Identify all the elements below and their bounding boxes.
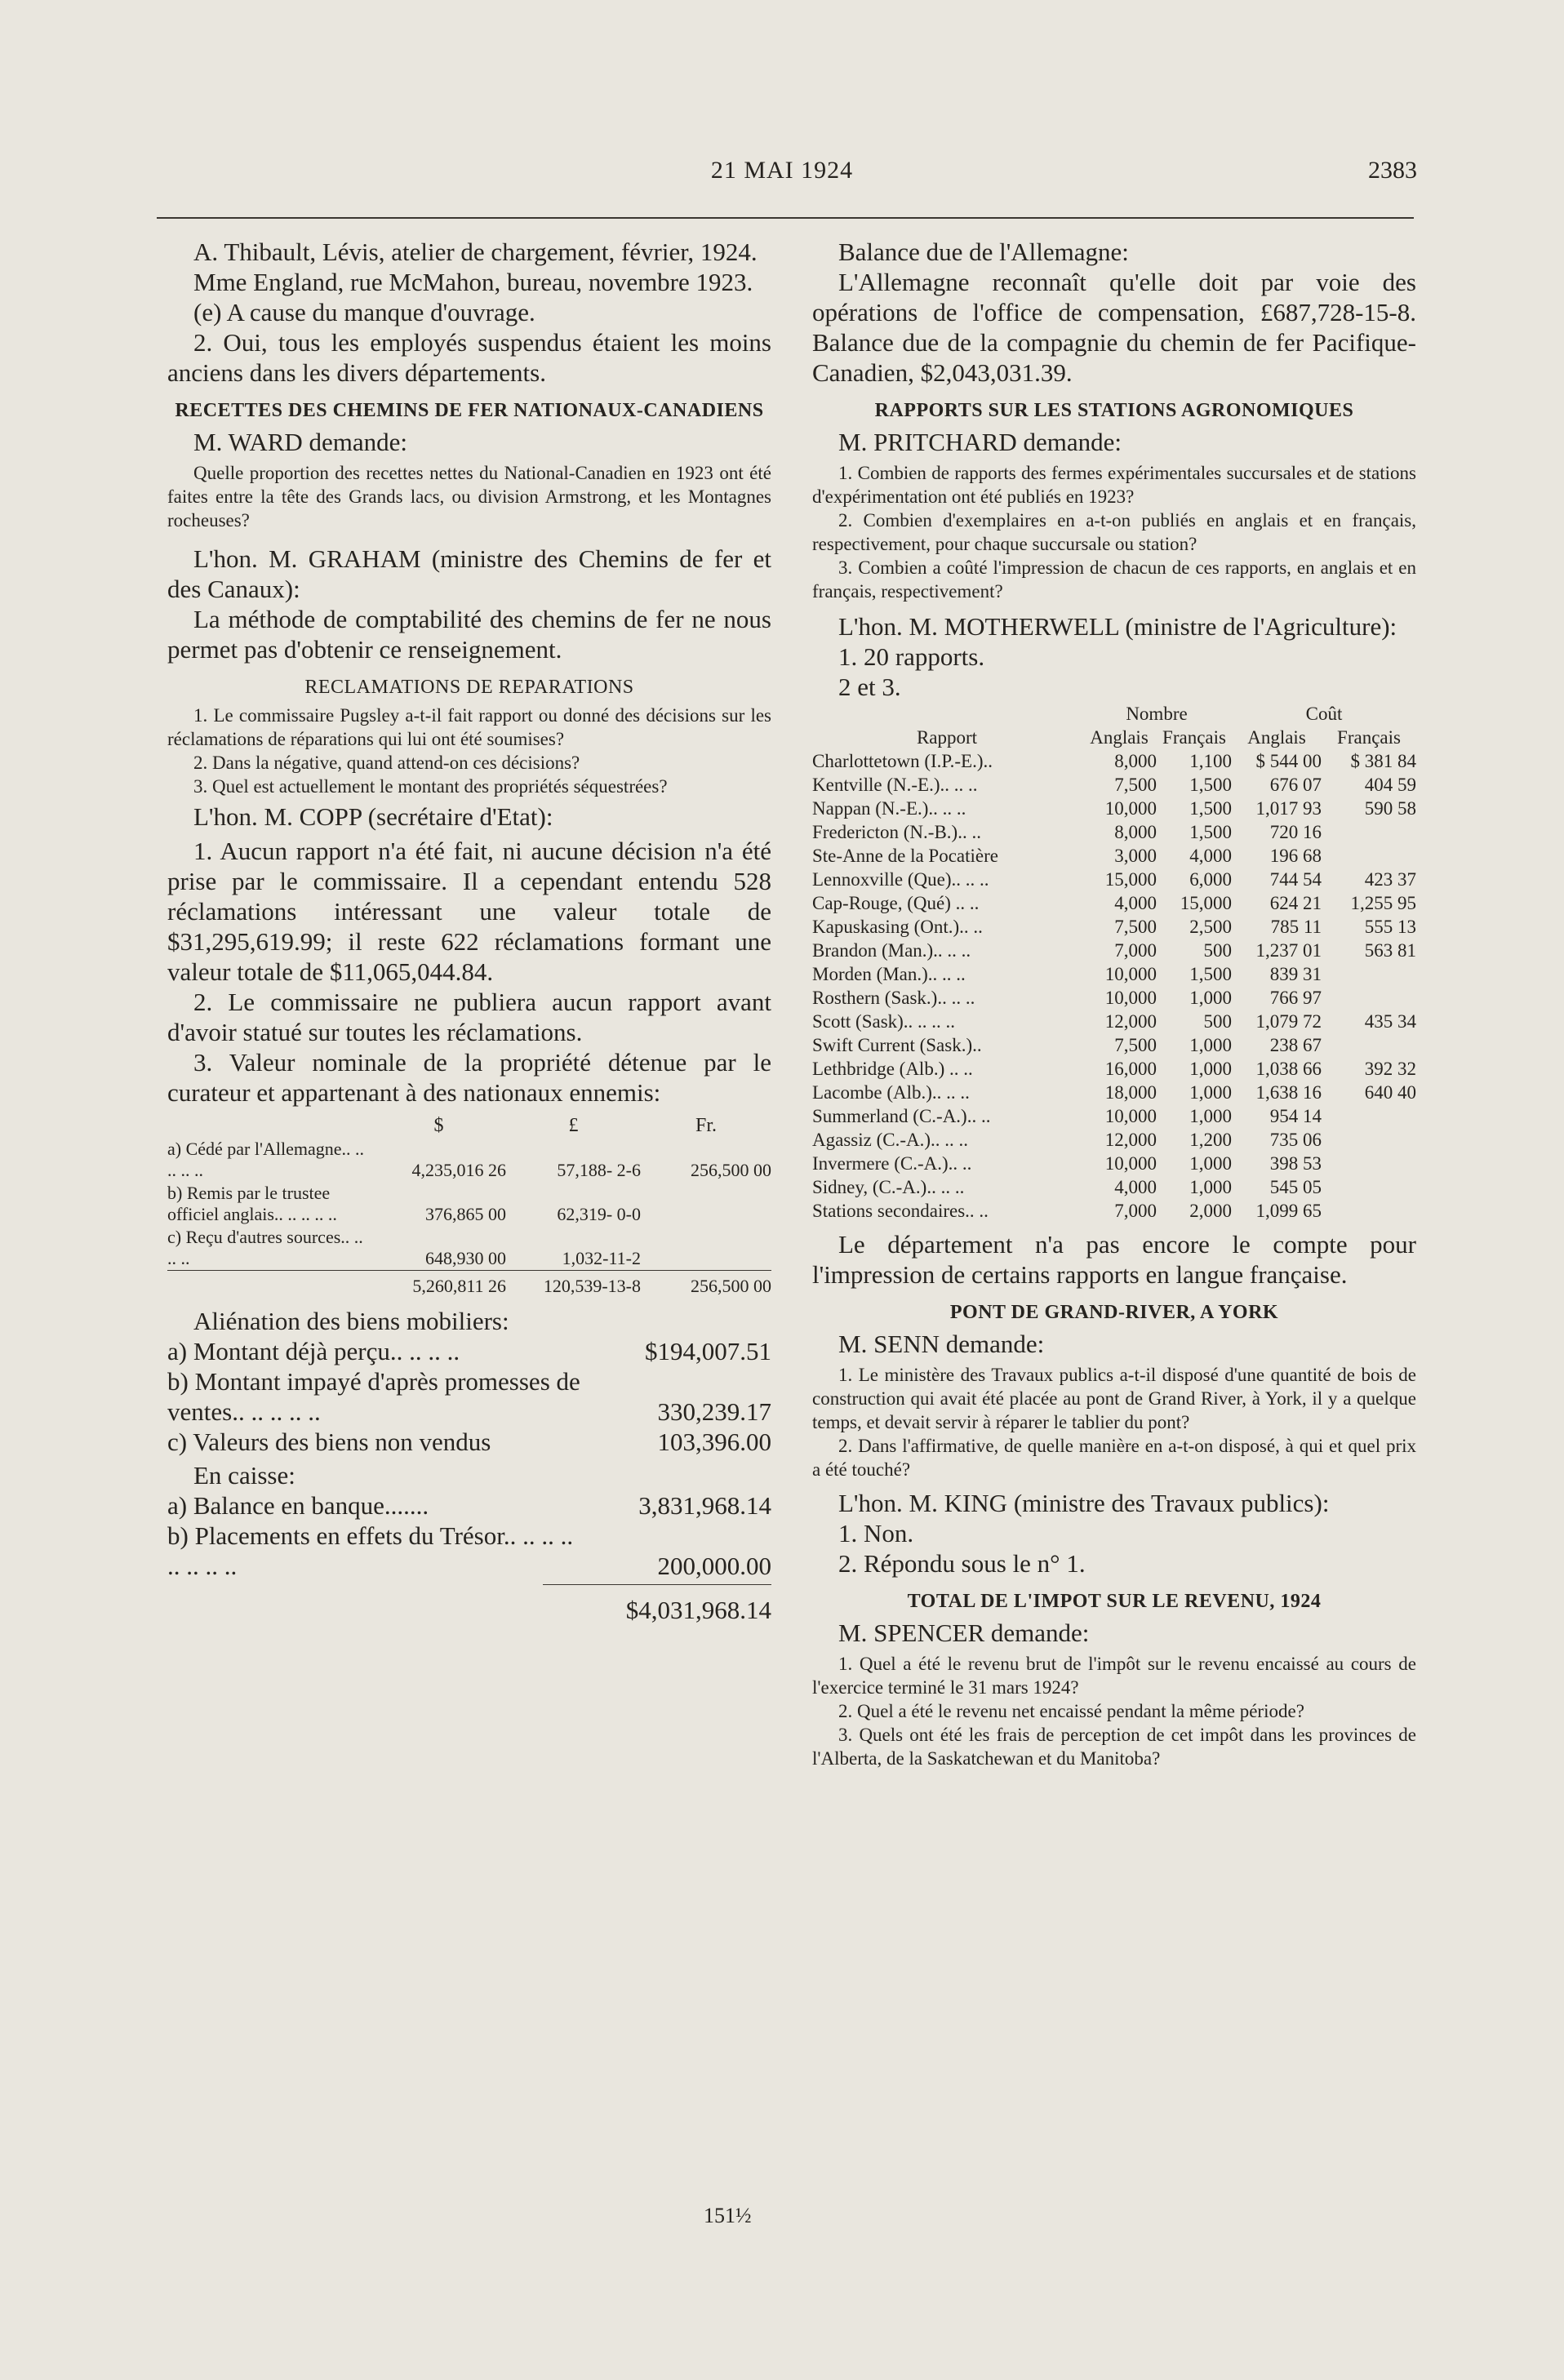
row-label: Fredericton (N.-B.).. .. bbox=[812, 822, 981, 842]
question: 2. Dans la négative, quand attend-on ces décisions? bbox=[193, 753, 580, 773]
list-item bbox=[167, 1366, 771, 1427]
speaker-line: M. SPENCER demande: bbox=[838, 1618, 1090, 1647]
cell bbox=[1322, 1104, 1416, 1128]
row-label: Morden (Man.).. .. .. bbox=[812, 964, 966, 984]
row-label: Cap-Rouge, (Qué) .. .. bbox=[812, 893, 980, 913]
cell: 1,000 bbox=[1189, 1106, 1232, 1126]
item-value: 103,396.00 bbox=[657, 1428, 771, 1456]
row-label: c) Reçu d'autres sources.. .. .. .. bbox=[167, 1227, 363, 1268]
question: 2. Combien d'exemplaires en a-t-on publiés en anglais et en français, respectivement, pour chaque succursale ou station? bbox=[812, 510, 1416, 554]
cell: 392 32 bbox=[1364, 1059, 1416, 1079]
page-date: 21 MAI 1924 bbox=[710, 157, 854, 184]
cell: 735 06 bbox=[1269, 1130, 1322, 1150]
table-row bbox=[812, 939, 1416, 962]
cell: 1,500 bbox=[1189, 964, 1232, 984]
table-row bbox=[812, 820, 1416, 844]
cell: 57,188- 2-6 bbox=[557, 1160, 641, 1180]
cell: 12,000 bbox=[1104, 1011, 1157, 1032]
table-row bbox=[812, 891, 1416, 915]
total-line bbox=[543, 1584, 771, 1625]
cell bbox=[1322, 1199, 1416, 1223]
column-header: Français bbox=[1162, 727, 1226, 748]
paragraph: 2. Oui, tous les employés suspendus étaient les moins anciens dans les divers départements. bbox=[167, 328, 771, 387]
cell: 1,079 72 bbox=[1255, 1011, 1322, 1032]
speaker-line: M. WARD demande: bbox=[193, 428, 408, 456]
table-row bbox=[812, 1175, 1416, 1199]
question: 1. Combien de rapports des fermes expérimentales succursales et de stations d'expérimentation ont été publiés en 1923? bbox=[812, 463, 1416, 507]
speaker-line: M. PRITCHARD demande: bbox=[838, 428, 1122, 456]
row-label: Rosthern (Sask.).. .. .. bbox=[812, 988, 975, 1008]
cell: 10,000 bbox=[1104, 1153, 1157, 1174]
item-label: c) Valeurs des biens non vendus bbox=[167, 1428, 491, 1456]
cell bbox=[1322, 820, 1416, 844]
list-item bbox=[167, 1336, 771, 1366]
table-row bbox=[812, 1033, 1416, 1057]
table-row bbox=[812, 986, 1416, 1010]
table-row bbox=[812, 1010, 1416, 1033]
cell: 10,000 bbox=[1104, 988, 1157, 1008]
cell: 1,237 01 bbox=[1255, 940, 1322, 961]
cell: 640 40 bbox=[1364, 1082, 1416, 1103]
cell: 3,000 bbox=[1114, 846, 1157, 866]
paragraph: A. Thibault, Lévis, atelier de chargement, février, 1924. bbox=[193, 238, 758, 266]
question: 1. Quel a été le revenu brut de l'impôt sur le revenu encaissé au cours de l'exercice terminé le 31 mars 1924? bbox=[812, 1654, 1416, 1698]
cell bbox=[1322, 844, 1416, 868]
row-label: Sidney, (C.-A.).. .. .. bbox=[812, 1177, 965, 1197]
cell: 4,000 bbox=[1114, 893, 1157, 913]
item-label: a) Balance en banque....... bbox=[167, 1491, 429, 1520]
table-row bbox=[812, 844, 1416, 868]
cell: 1,000 bbox=[1189, 1177, 1232, 1197]
cell bbox=[1322, 1175, 1416, 1199]
cell: 8,000 bbox=[1114, 751, 1157, 771]
cell: 1,017 93 bbox=[1255, 798, 1322, 819]
table-row bbox=[812, 1152, 1416, 1175]
question: 3. Quel est actuellement le montant des propriétés séquestrées? bbox=[193, 776, 668, 797]
cell: 2,500 bbox=[1189, 917, 1232, 937]
answer: 1. 20 rapports. bbox=[838, 642, 985, 671]
answer: 2. Le commissaire ne publiera aucun rapport avant d'avoir statué sur toutes les réclamations. bbox=[167, 988, 771, 1046]
speaker-line: L'hon. M. COPP (secrétaire d'Etat): bbox=[193, 802, 553, 831]
cell: 1,000 bbox=[1189, 1082, 1232, 1103]
cell bbox=[641, 1226, 771, 1271]
item-label: b) Placements en effets du Trésor.. .. .. .. .. .. .. .. bbox=[167, 1521, 574, 1580]
table-row bbox=[812, 797, 1416, 820]
cell: 785 11 bbox=[1270, 917, 1322, 937]
cell: 7,500 bbox=[1114, 775, 1157, 795]
section-heading: RECETTES DES CHEMINS DE FER NATIONAUX-CANADIENS bbox=[175, 400, 764, 421]
cell bbox=[1322, 1152, 1416, 1175]
cell: $ 381 84 bbox=[1350, 751, 1416, 771]
item-value: 200,000.00 bbox=[657, 1552, 771, 1580]
row-label: Ste-Anne de la Pocatière bbox=[812, 846, 998, 866]
cell: 6,000 bbox=[1189, 869, 1232, 890]
question: 3. Quels ont été les frais de perception de cet impôt dans les provinces de l'Alberta, de la Saskatchewan et du Manitoba? bbox=[812, 1725, 1416, 1769]
reports-table bbox=[812, 702, 1416, 1223]
table-row bbox=[167, 1182, 771, 1226]
cell: 10,000 bbox=[1104, 798, 1157, 819]
answer: 3. Valeur nominale de la propriété détenue par le curateur et appartenant à des nationaux ennemis: bbox=[167, 1048, 771, 1107]
cell: 563 81 bbox=[1364, 940, 1416, 961]
row-label: b) Remis par le trustee officiel anglais.. .. .. .. .. bbox=[167, 1183, 337, 1224]
cell: 256,500 00 bbox=[641, 1271, 771, 1299]
cell bbox=[1322, 962, 1416, 986]
cell: 1,099 65 bbox=[1255, 1201, 1322, 1221]
cell: 10,000 bbox=[1104, 964, 1157, 984]
cell: 404 59 bbox=[1364, 775, 1416, 795]
cell: 7,500 bbox=[1114, 1035, 1157, 1055]
cell: 423 37 bbox=[1364, 869, 1416, 890]
cell: 500 bbox=[1203, 1011, 1232, 1032]
cell: 435 34 bbox=[1364, 1011, 1416, 1032]
cell bbox=[1322, 986, 1416, 1010]
paragraph: Mme England, rue McMahon, bureau, novembre 1923. bbox=[193, 268, 753, 296]
cell bbox=[641, 1182, 771, 1226]
cell: 10,000 bbox=[1104, 1106, 1157, 1126]
item-label: a) Montant déjà perçu.. .. .. .. bbox=[167, 1337, 460, 1365]
total-row bbox=[167, 1271, 771, 1299]
table-row bbox=[812, 1199, 1416, 1223]
group-header: Nombre bbox=[1126, 704, 1188, 724]
question: 2. Quel a été le revenu net encaissé pendant la même période? bbox=[838, 1701, 1304, 1721]
cell: 1,500 bbox=[1189, 798, 1232, 819]
question: 2. Dans l'affirmative, de quelle manière en a-t-on disposé, à qui et quel prix a été touché? bbox=[812, 1436, 1416, 1480]
table-row bbox=[812, 915, 1416, 939]
cell: 1,000 bbox=[1189, 1059, 1232, 1079]
header-rule bbox=[157, 217, 1414, 219]
answer: 2. Répondu sous le n° 1. bbox=[838, 1549, 1086, 1578]
speaker-line: L'hon. M. GRAHAM (ministre des Chemins de fer et des Canaux): bbox=[167, 544, 771, 603]
item-value: 330,239.17 bbox=[657, 1397, 771, 1426]
cell: 4,235,016 26 bbox=[411, 1160, 506, 1180]
row-label: Invermere (C.-A.).. .. bbox=[812, 1153, 972, 1174]
column-header: Fr. bbox=[695, 1115, 717, 1136]
table-row bbox=[812, 868, 1416, 891]
row-label: Lethbridge (Alb.) .. .. bbox=[812, 1059, 973, 1079]
row-label: Stations secondaires.. .. bbox=[812, 1201, 989, 1221]
table-row bbox=[812, 749, 1416, 773]
column-header: $ bbox=[433, 1115, 444, 1136]
cell: 18,000 bbox=[1104, 1082, 1157, 1103]
row-label: Brandon (Man.).. .. .. bbox=[812, 940, 971, 961]
item-value: 3,831,968.14 bbox=[638, 1491, 771, 1520]
table-row bbox=[812, 1104, 1416, 1128]
cell: 766 97 bbox=[1269, 988, 1322, 1008]
speaker-line: L'hon. M. MOTHERWELL (ministre de l'Agriculture): bbox=[838, 612, 1397, 641]
cell: 398 53 bbox=[1269, 1153, 1322, 1174]
paragraph: (e) A cause du manque d'ouvrage. bbox=[193, 298, 535, 326]
table-row bbox=[167, 1226, 771, 1271]
cell: 2,000 bbox=[1189, 1201, 1232, 1221]
cell bbox=[1322, 1033, 1416, 1057]
cell: 555 13 bbox=[1364, 917, 1416, 937]
cell: 1,000 bbox=[1189, 1035, 1232, 1055]
section-heading: TOTAL DE L'IMPOT SUR LE REVENU, 1924 bbox=[907, 1591, 1322, 1612]
cell: 1,255 95 bbox=[1350, 893, 1416, 913]
cell: 1,200 bbox=[1189, 1130, 1232, 1150]
group-header: Coût bbox=[1305, 704, 1343, 724]
paragraph: Balance due de l'Allemagne: bbox=[838, 238, 1129, 266]
cell: 500 bbox=[1203, 940, 1232, 961]
cell: 839 31 bbox=[1269, 964, 1322, 984]
list-item bbox=[167, 1521, 771, 1581]
cell: 676 07 bbox=[1269, 775, 1322, 795]
question: 1. Le commissaire Pugsley a-t-il fait rapport ou donné des décisions sur les réclamations de réparations qui lui ont été soumises? bbox=[167, 705, 771, 749]
cell: 1,638 16 bbox=[1255, 1082, 1322, 1103]
row-label: Scott (Sask).. .. .. .. bbox=[812, 1011, 956, 1032]
answer: 2 et 3. bbox=[838, 673, 901, 701]
left-column bbox=[167, 237, 771, 1625]
cell: 648,930 00 bbox=[425, 1248, 506, 1268]
page-footer: 151½ bbox=[704, 2204, 752, 2227]
list-item bbox=[167, 1490, 771, 1521]
row-label: Kentville (N.-E.).. .. .. bbox=[812, 775, 978, 795]
paragraph: Le département n'a pas encore le compte pour l'impression de certains rapports en langue française. bbox=[812, 1230, 1416, 1289]
total-value: $4,031,968.14 bbox=[625, 1596, 771, 1624]
question: 1. Le ministère des Travaux publics a-t-il disposé d'une quantité de bois de construction qui avait été placée au pont de Grand River, à York, il y a quelque temps, et devait servir à réparer le tablier du pont? bbox=[812, 1365, 1416, 1432]
row-label: Swift Current (Sask.).. bbox=[812, 1035, 982, 1055]
subheading: En caisse: bbox=[193, 1461, 295, 1490]
column-header: Français bbox=[1337, 727, 1401, 748]
cell: 7,000 bbox=[1114, 1201, 1157, 1221]
table-row bbox=[812, 773, 1416, 797]
section-heading: RECLAMATIONS DE REPARATIONS bbox=[304, 677, 634, 698]
subheading: Aliénation des biens mobiliers: bbox=[193, 1307, 509, 1335]
item-label: b) Montant impayé d'après promesses de ventes.. .. .. .. .. bbox=[167, 1367, 580, 1426]
section-heading: PONT DE GRAND-RIVER, A YORK bbox=[949, 1302, 1279, 1323]
cell: 1,000 bbox=[1189, 988, 1232, 1008]
cell: 590 58 bbox=[1364, 798, 1416, 819]
cell: 4,000 bbox=[1114, 1177, 1157, 1197]
paragraph: L'Allemagne reconnaît qu'elle doit par voie des opérations de l'office de compensation, £687,728-15-8. Balance due de la compagnie du chemin de fer Pacifique-Canadien, $2,043,031.39. bbox=[812, 268, 1416, 387]
cell: 5,260,811 26 bbox=[371, 1271, 506, 1299]
cell: 376,865 00 bbox=[425, 1204, 506, 1224]
cell: 15,000 bbox=[1104, 869, 1157, 890]
question: Quelle proportion des recettes nettes du National-Canadien en 1923 ont été faites entre la tête des Grands lacs, ou division Armstrong, et les Montagnes rocheuses? bbox=[167, 463, 771, 531]
page-number: 2383 bbox=[1368, 157, 1417, 184]
cell: 256,500 00 bbox=[691, 1160, 771, 1180]
table-row bbox=[167, 1138, 771, 1182]
cell: 1,500 bbox=[1189, 822, 1232, 842]
cell: 238 67 bbox=[1269, 1035, 1322, 1055]
cell: 16,000 bbox=[1104, 1059, 1157, 1079]
cell: 62,319- 0-0 bbox=[557, 1204, 641, 1224]
column-header: Anglais bbox=[1247, 727, 1306, 748]
column-header: Rapport bbox=[916, 727, 978, 748]
row-label: a) Cédé par l'Allemagne.. .. .. .. .. bbox=[167, 1139, 364, 1180]
cell: 1,500 bbox=[1189, 775, 1232, 795]
list-item bbox=[167, 1427, 771, 1457]
cell: 1,038 66 bbox=[1255, 1059, 1322, 1079]
property-value-table bbox=[167, 1114, 771, 1298]
cell: 1,032-11-2 bbox=[562, 1248, 641, 1268]
row-label: Charlottetown (I.P.-E.).. bbox=[812, 751, 993, 771]
column-header: Anglais bbox=[1090, 727, 1149, 748]
cell: 1,000 bbox=[1189, 1153, 1232, 1174]
table-row bbox=[812, 962, 1416, 986]
right-column bbox=[812, 237, 1416, 1770]
cell: 1,100 bbox=[1189, 751, 1232, 771]
cell: 12,000 bbox=[1104, 1130, 1157, 1150]
row-label: Lacombe (Alb.).. .. .. bbox=[812, 1082, 970, 1103]
row-label: Agassiz (C.-A.).. .. .. bbox=[812, 1130, 968, 1150]
question: 3. Combien a coûté l'impression de chacun de ces rapports, en anglais et en français, respectivement? bbox=[812, 557, 1416, 602]
section-heading: RAPPORTS SUR LES STATIONS AGRONOMIQUES bbox=[874, 400, 1354, 421]
cell: 744 54 bbox=[1269, 869, 1322, 890]
cell: 15,000 bbox=[1180, 893, 1232, 913]
row-label: Kapuskasing (Ont.).. .. bbox=[812, 917, 983, 937]
item-value: $194,007.51 bbox=[645, 1337, 771, 1365]
cell: 545 05 bbox=[1269, 1177, 1322, 1197]
cell: $ 544 00 bbox=[1255, 751, 1322, 771]
row-label: Summerland (C.-A.).. .. bbox=[812, 1106, 991, 1126]
table-row bbox=[812, 1057, 1416, 1081]
cell: 954 14 bbox=[1269, 1106, 1322, 1126]
row-label: Lennoxville (Que).. .. .. bbox=[812, 869, 989, 890]
cell: 624 21 bbox=[1269, 893, 1322, 913]
column-header: £ bbox=[568, 1115, 579, 1136]
answer: La méthode de comptabilité des chemins de fer ne nous permet pas d'obtenir ce renseignement. bbox=[167, 605, 771, 664]
answer: 1. Aucun rapport n'a été fait, ni aucune décision n'a été prise par le commissaire. Il a cependant entendu 528 réclamations intéressant une valeur totale de $31,295,619.99; il reste 622 réclamations formant une valeur totale de $11,065,044.84. bbox=[167, 837, 771, 986]
row-label: Nappan (N.-E.).. .. .. bbox=[812, 798, 966, 819]
cell: 7,000 bbox=[1114, 940, 1157, 961]
table-row bbox=[812, 1128, 1416, 1152]
answer: 1. Non. bbox=[838, 1519, 914, 1547]
cell: 720 16 bbox=[1269, 822, 1322, 842]
cell: 8,000 bbox=[1114, 822, 1157, 842]
cell: 196 68 bbox=[1269, 846, 1322, 866]
cell bbox=[1322, 1128, 1416, 1152]
cell: 120,539-13-8 bbox=[506, 1271, 641, 1299]
speaker-line: L'hon. M. KING (ministre des Travaux publics): bbox=[838, 1489, 1330, 1517]
cell: 4,000 bbox=[1189, 846, 1232, 866]
speaker-line: M. SENN demande: bbox=[838, 1330, 1045, 1358]
table-row bbox=[812, 1081, 1416, 1104]
cell: 7,500 bbox=[1114, 917, 1157, 937]
